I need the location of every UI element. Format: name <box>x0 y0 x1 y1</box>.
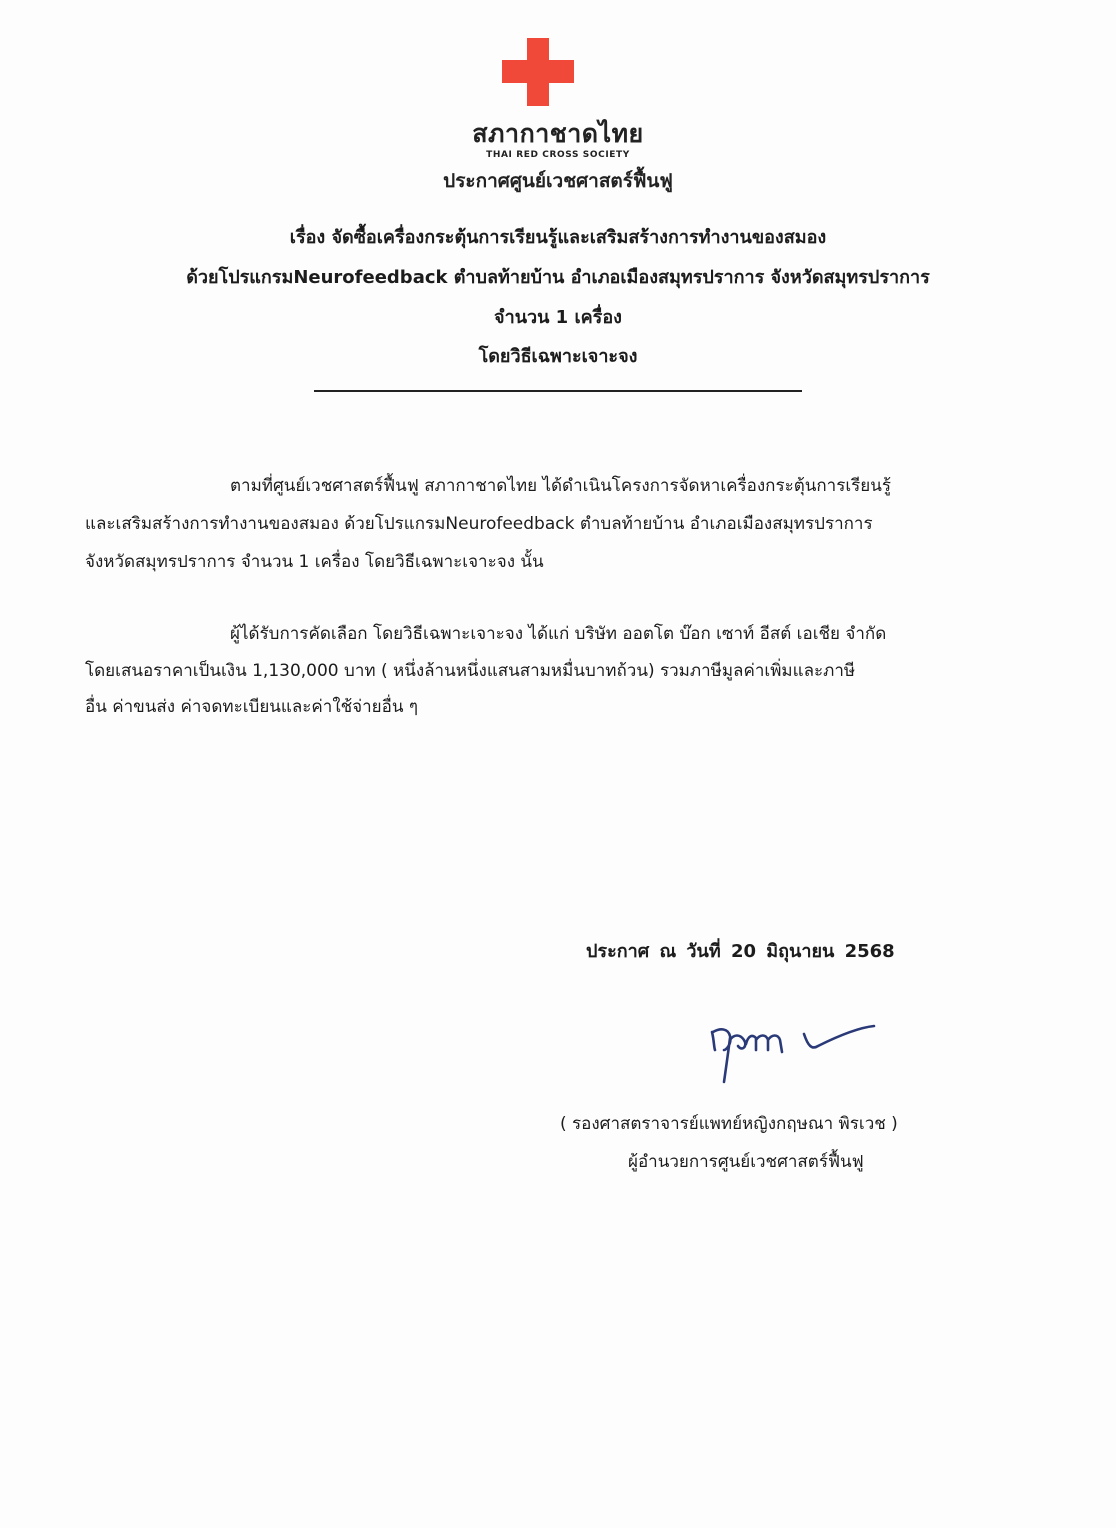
divider-rule <box>314 390 802 392</box>
signer-name: ( รองศาสตราจารย์แพทย์หญิงกฤษณา พิรเวช ) <box>560 1114 898 1134</box>
red-cross-icon <box>502 38 574 106</box>
subject-line-3: จำนวน 1 เครื่อง <box>494 307 622 328</box>
signature-image <box>700 1010 890 1090</box>
subject-line-1: เรื่อง จัดซื้อเครื่องกระตุ้นการเรียนรู้และเสริมสร้างการทำงานของสมอง <box>289 227 827 248</box>
paragraph-1-line-2: และเสริมสร้างการทำงานของสมอง ด้วยโปรแกรมNeurofeedback ตำบลท้ายบ้าน อำเภอเมืองสมุทรปราการ <box>85 514 873 534</box>
subject-line-4: โดยวิธีเฉพาะเจาะจง <box>478 346 638 367</box>
signer-title: ผู้อำนวยการศูนย์เวชศาสตร์ฟื้นฟู <box>628 1152 864 1172</box>
paragraph-2-line-2: โดยเสนอราคาเป็นเงิน 1,130,000 บาท ( หนึ่งล้านหนึ่งแสนสามหมื่นบาทถ้วน) รวมภาษีมูลค่าเพิ่มและภาษี <box>85 661 856 681</box>
paragraph-1-line-1: ตามที่ศูนย์เวชศาสตร์ฟื้นฟู สภากาชาดไทย ได้ดำเนินโครงการจัดหาเครื่องกระตุ้นการเรียนรู้ <box>230 476 892 496</box>
subject-line-2: ด้วยโปรแกรมNeurofeedback ตำบลท้ายบ้าน อำเภอเมืองสมุทรปราการ จังหวัดสมุทรปราการ <box>186 267 930 288</box>
announcement-date: ประกาศ ณ วันที่ 20 มิถุนายน 2568 <box>586 941 895 962</box>
org-name-english: THAI RED CROSS SOCIETY <box>486 150 630 160</box>
announcement-title: ประกาศศูนย์เวชศาสตร์ฟื้นฟู <box>443 170 673 192</box>
paragraph-2-line-1: ผู้ได้รับการคัดเลือก โดยวิธีเฉพาะเจาะจง ได้แก่ บริษัท ออตโต บ๊อก เซาท์ อีสต์ เอเชีย จำกัด <box>230 624 887 644</box>
paragraph-2-line-3: อื่น ค่าขนส่ง ค่าจดทะเบียนและค่าใช้จ่ายอื่น ๆ <box>85 697 419 717</box>
org-name-thai: สภากาชาดไทย <box>472 119 644 148</box>
paragraph-1-line-3: จังหวัดสมุทรปราการ จำนวน 1 เครื่อง โดยวิธีเฉพาะเจาะจง นั้น <box>85 552 544 572</box>
